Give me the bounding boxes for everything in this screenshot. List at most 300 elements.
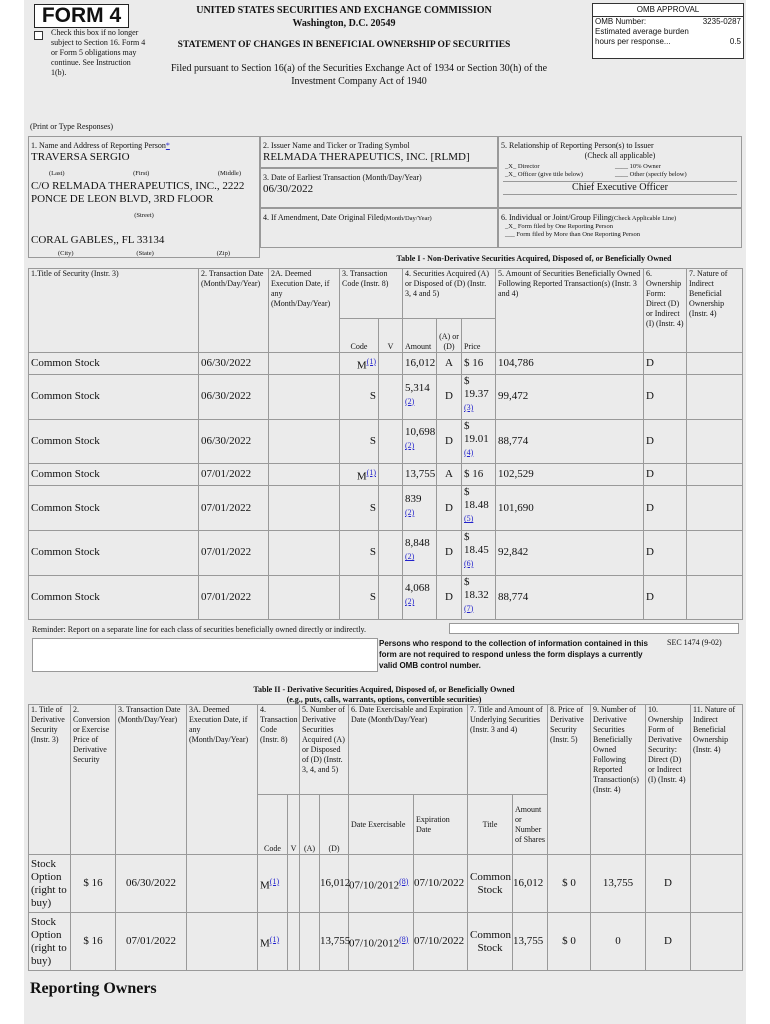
t1-code — [340, 486, 379, 531]
t1-amount-text: 4,068 — [405, 582, 430, 595]
omb-approval-box — [592, 3, 744, 59]
t1-price-text: $ 19.37 — [464, 375, 489, 400]
t1-v — [379, 530, 403, 575]
footnote-link[interactable]: (8) — [399, 934, 409, 944]
t2-h9: 9. Number of Derivative Securities Beneficially Owned Following Reported Transaction(s) (Instr. 4) — [591, 705, 646, 855]
t1-v — [379, 575, 403, 620]
issuer-name: RELMADA THERAPEUTICS, INC. [RLMD] — [263, 151, 470, 163]
t2-exp-head: Expiration Date — [414, 795, 468, 855]
t1-acq-disp — [437, 530, 462, 575]
t1-h2: 2. Transaction Date (Month/Day/Year) — [199, 269, 269, 353]
tenpct-label: 10% Owner — [629, 163, 661, 170]
t1-code — [340, 375, 379, 420]
t2-code-text: M — [260, 937, 270, 950]
t2-underlying-amount — [513, 913, 548, 971]
t2-date-exercisable-text: 07/10/2012 — [349, 937, 400, 950]
table1-row — [29, 575, 743, 620]
form-title: FORM 4 — [34, 4, 129, 28]
officer-title: Chief Executive Officer — [503, 181, 737, 195]
t2-owned-following — [591, 855, 646, 913]
t2-owned-following — [591, 913, 646, 971]
t1-price — [462, 464, 496, 486]
footnote-link[interactable]: (2) — [405, 597, 415, 607]
footnote-link[interactable]: (4) — [464, 447, 474, 457]
t2-transaction-date-text: 06/30/2022 — [125, 877, 177, 889]
t1-ownership-form-text: D — [646, 501, 654, 514]
t1-v — [379, 375, 403, 420]
t1-amount-head: Amount — [403, 319, 437, 353]
t1-security-title-text: Common Stock — [31, 501, 100, 514]
other-label: Other (specify below) — [629, 171, 687, 178]
t2-derivative-price-text: $ 0 — [562, 935, 576, 947]
t1-nature — [687, 530, 743, 575]
t1-security-title — [29, 353, 199, 375]
t1-price-text: $ 18.32 — [464, 575, 489, 601]
t1-security-title-text: Common Stock — [31, 590, 100, 603]
t1-transaction-date — [199, 464, 269, 486]
t1-ownership-form-text: D — [646, 546, 654, 559]
t1-owned-following — [496, 419, 644, 464]
t1-deemed-date — [269, 419, 340, 464]
t2-ownership-form — [646, 855, 691, 913]
t1-owned-following — [496, 464, 644, 486]
t1-transaction-date-text: 06/30/2022 — [201, 434, 252, 447]
t2-h5: 5. Number of Derivative Securities Acquired (A) or Disposed of (D) (Instr. 3, 4, and 5) — [300, 705, 349, 795]
t2-derivative-price-text: $ 0 — [562, 877, 576, 889]
middle-label: (Middle) — [217, 170, 241, 177]
t1-security-title — [29, 375, 199, 420]
t1-acq-disp-text: A — [445, 357, 453, 369]
t1-aord-head: (A) or (D) — [437, 319, 462, 353]
t1-amount — [403, 419, 437, 464]
t2-h7: 7. Title and Amount of Underlying Securities (Instr. 3 and 4) — [468, 705, 548, 795]
t1-deemed-date — [269, 575, 340, 620]
omb-number-label: OMB Number: — [595, 17, 647, 26]
t1-owned-following-text: 99,472 — [498, 390, 529, 403]
t1-security-title-text: Common Stock — [31, 357, 100, 369]
city-state-zip-labels — [28, 250, 260, 258]
t1-ownership-form-text: D — [646, 434, 654, 447]
box6-option2[interactable]: ___ Form filed by More than One Reporting Person — [505, 231, 641, 238]
t1-price — [462, 353, 496, 375]
t2-h2: 2. Conversion or Exercise Price of Derivative Security — [71, 705, 116, 855]
t1-transaction-date — [199, 419, 269, 464]
t2-nature — [691, 855, 743, 913]
box5-label: 5. Relationship of Reporting Person(s) to Issuer — [501, 141, 654, 150]
reporting-person-name: TRAVERSA SERGIO — [31, 151, 130, 163]
t1-code-text: S — [369, 501, 376, 514]
agency-heading — [179, 4, 509, 30]
city-label: (City) — [58, 250, 74, 257]
t2-v — [288, 913, 300, 971]
footnote-link[interactable]: (2) — [405, 552, 415, 562]
t1-owned-following — [496, 375, 644, 420]
table2-title — [174, 685, 594, 705]
t1-price-text: $ 19.01 — [464, 419, 489, 445]
t1-amount — [403, 575, 437, 620]
t1-v — [379, 353, 403, 375]
t2-a-head: (A) — [300, 795, 320, 855]
reporting-address: C/O RELMADA THERAPEUTICS, INC., 2222 PONCE DE LEON BLVD, 3RD FLOOR — [31, 180, 245, 205]
t2-disposed-text: 16,012 — [320, 877, 351, 889]
t1-v — [379, 419, 403, 464]
t1-transaction-date — [199, 353, 269, 375]
t1-owned-following-text: 101,690 — [498, 501, 534, 514]
burden-label: Estimated average burden hours per response... — [595, 27, 689, 46]
t1-amount-text: 839 — [405, 492, 422, 505]
t2-underlying-title — [468, 855, 513, 913]
street-label: (Street) — [134, 212, 154, 219]
t1-security-title — [29, 486, 199, 531]
t2-h3: 3. Transaction Date (Month/Day/Year) — [116, 705, 187, 855]
t2-h1: 1. Title of Derivative Security (Instr. 3) — [29, 705, 71, 855]
persons-notice: Persons who respond to the collection of information contained in this form are not required to respond unless the form displays a currently valid OMB control number. — [379, 639, 648, 670]
state-label: (State) — [136, 250, 154, 257]
t2-date-ex-head: Date Exercisable — [349, 795, 414, 855]
t1-owned-following-text: 102,529 — [498, 468, 534, 481]
t2-h11: 11. Nature of Indirect Beneficial Ownership (Instr. 4) — [691, 705, 743, 855]
t1-price-head: Price — [462, 319, 496, 353]
t1-acq-disp-text: A — [445, 468, 453, 481]
footnote-link[interactable]: (6) — [464, 558, 474, 568]
t1-acq-disp — [437, 575, 462, 620]
t1-code — [340, 353, 379, 375]
t1-amount-text: 16,012 — [405, 357, 436, 369]
table1-row — [29, 375, 743, 420]
t1-ownership-form — [644, 464, 687, 486]
footnote-link[interactable]: (2) — [405, 441, 415, 451]
t1-code — [340, 419, 379, 464]
t1-price — [462, 575, 496, 620]
t2-d-head: (D) — [320, 795, 349, 855]
t1-deemed-date — [269, 464, 340, 486]
t1-code — [340, 464, 379, 486]
agency-line1: UNITED STATES SECURITIES AND EXCHANGE COMMISSION — [196, 5, 492, 16]
t1-h6: 6. Ownership Form: Direct (D) or Indirect (I) (Instr. 4) — [644, 269, 687, 353]
t1-owned-following — [496, 575, 644, 620]
print-note: (Print or Type Responses) — [30, 122, 114, 131]
t2-code-text: M — [260, 879, 270, 892]
t2-h6: 6. Date Exercisable and Expiration Date (Month/Day/Year) — [349, 705, 468, 795]
box2-issuer — [260, 136, 498, 168]
box4-sub: (Month/Day/Year) — [383, 215, 432, 222]
table1-row — [29, 464, 743, 486]
t1-deemed-date — [269, 353, 340, 375]
table1-row — [29, 353, 743, 375]
t1-ownership-form — [644, 419, 687, 464]
agency-line2: Washington, D.C. 20549 — [292, 18, 396, 29]
t1-code-text: S — [369, 546, 376, 559]
t1-transaction-date — [199, 575, 269, 620]
t2-disposed — [320, 913, 349, 971]
t2-h8: 8. Price of Derivative Security (Instr. 5) — [548, 705, 591, 855]
footnote-link[interactable]: (5) — [464, 514, 474, 524]
t1-acq-disp-text: D — [445, 390, 453, 403]
footnote-link[interactable]: (2) — [405, 507, 415, 517]
t1-ownership-form-text: D — [646, 590, 654, 603]
t1-security-title-text: Common Stock — [31, 546, 100, 559]
last-label: (Last) — [49, 170, 65, 177]
t1-h5: 5. Amount of Securities Beneficially Owned Following Reported Transaction(s) (Instr. 3 and 4) — [496, 269, 644, 353]
t1-code-text: S — [369, 590, 376, 603]
t1-amount — [403, 353, 437, 375]
t1-security-title-text: Common Stock — [31, 434, 100, 447]
t1-amount-text: 5,314 — [405, 381, 430, 394]
t2-ownership-form-text: D — [664, 877, 672, 889]
t2-exercise-price-text: $ 16 — [83, 877, 103, 889]
t2-owned-following-text: 0 — [615, 935, 621, 947]
t1-code — [340, 575, 379, 620]
sec-form-number: SEC 1474 (9-02) — [667, 638, 722, 647]
officer-mark[interactable]: _X_ — [505, 171, 517, 178]
first-label: (First) — [133, 170, 150, 177]
t1-amount — [403, 375, 437, 420]
form-page — [24, 0, 746, 1024]
t1-h7: 7. Nature of Indirect Beneficial Ownership (Instr. 4) — [687, 269, 743, 353]
earliest-transaction-date: 06/30/2022 — [263, 183, 314, 195]
t1-acq-disp — [437, 419, 462, 464]
t2-nature — [691, 913, 743, 971]
table1 — [28, 268, 743, 620]
t1-nature — [687, 464, 743, 486]
t1-deemed-date — [269, 530, 340, 575]
box1-star: * — [165, 141, 170, 150]
footnote-link[interactable]: (1) — [366, 356, 376, 366]
t1-acq-disp — [437, 486, 462, 531]
t1-ownership-form — [644, 353, 687, 375]
t1-security-title — [29, 530, 199, 575]
t2-underlying-title-text: Common Stock — [470, 870, 511, 896]
t1-acq-disp-text: D — [445, 546, 453, 559]
t1-nature — [687, 375, 743, 420]
footnote-link[interactable]: (1) — [366, 467, 376, 477]
t1-v — [379, 486, 403, 531]
t1-v-head: V — [379, 319, 403, 353]
omb-title: OMB APPROVAL — [593, 4, 743, 17]
reminder-text: Reminder: Report on a separate line for each class of securities beneficially owned directly or indirectly. — [32, 625, 367, 634]
t1-owned-following — [496, 530, 644, 575]
t1-owned-following — [496, 353, 644, 375]
t1-transaction-date-text: 07/01/2022 — [201, 590, 252, 603]
t1-ownership-form — [644, 575, 687, 620]
no-longer-subject-checkbox[interactable] — [34, 31, 43, 40]
reporting-owners-heading: Reporting Owners — [30, 980, 157, 997]
t1-code-text: M — [356, 470, 367, 483]
t1-transaction-date-text: 07/01/2022 — [201, 468, 252, 481]
t2-date-exercisable — [349, 913, 414, 971]
t2-date-exercisable-text: 07/10/2012 — [349, 879, 400, 892]
t2-underlying-amount-text: 13,755 — [513, 935, 544, 947]
box5-sub: (Check all applicable) — [584, 151, 656, 160]
t2-code — [258, 855, 288, 913]
t1-transaction-date-text: 06/30/2022 — [201, 390, 252, 403]
box1-label: 1. Name and Address of Reporting Person — [31, 141, 166, 150]
t1-ownership-form — [644, 486, 687, 531]
t1-code-text: M — [356, 359, 367, 372]
check-box-text: Check this box if no longer subject to Section 16. Form 4 or Form 5 obligations may continue. See Instruction 1(b). — [51, 28, 146, 77]
box5-relationship — [498, 136, 742, 208]
t2-exercise-price — [71, 913, 116, 971]
footnote-link[interactable]: (7) — [464, 603, 474, 613]
t1-owned-following-text: 104,786 — [498, 357, 534, 369]
box6-label: 6. Individual or Joint/Group Filing — [501, 213, 612, 222]
t1-price — [462, 375, 496, 420]
table2-row — [29, 855, 743, 913]
officer-label: Officer (give title below) — [517, 171, 583, 178]
box3-label: 3. Date of Earliest Transaction (Month/Day/Year) — [263, 173, 422, 182]
t2-v-head: V — [288, 795, 300, 855]
t2-date-exercisable — [349, 855, 414, 913]
box6-option1[interactable]: _X_ Form filed by One Reporting Person — [505, 223, 613, 230]
t2-expiration-date-text: 07/10/2022 — [414, 877, 465, 889]
table2-title-line1: Table II - Derivative Securities Acquired, Disposed of, or Beneficially Owned — [253, 685, 515, 694]
table2-body — [29, 855, 743, 971]
t1-acq-disp-text: D — [445, 590, 453, 603]
t1-h2a: 2A. Deemed Execution Date, if any (Month/Day/Year) — [269, 269, 340, 353]
t2-exercise-price — [71, 855, 116, 913]
t1-acq-disp-text: D — [445, 501, 453, 514]
t1-transaction-date — [199, 375, 269, 420]
t1-price-text: $ 18.48 — [464, 486, 489, 512]
t1-ownership-form-text: D — [646, 357, 654, 369]
t1-transaction-date — [199, 530, 269, 575]
tenpct-mark[interactable]: ____ — [615, 163, 628, 170]
t2-transaction-date-text: 07/01/2022 — [125, 935, 177, 947]
t2-ownership-form-text: D — [664, 935, 672, 947]
t2-deemed-date — [187, 913, 258, 971]
table2-row — [29, 913, 743, 971]
t2-derivative-price — [548, 913, 591, 971]
t1-amount-text: 13,755 — [405, 468, 436, 481]
t1-transaction-date — [199, 486, 269, 531]
t1-h1: 1.Title of Security (Instr. 3) — [29, 269, 199, 353]
footnote-link[interactable]: (1) — [269, 876, 280, 886]
t1-amount-text: 10,698 — [405, 426, 436, 439]
t1-acq-disp — [437, 353, 462, 375]
filed-pursuant-text: Filed pursuant to Section 16(a) of the Securities Exchange Act of 1934 or Section 30(h) of the Investment Company Act of 1940 — [170, 63, 548, 87]
t2-h10: 10. Ownership Form of Derivative Security: Direct (D) or Indirect (I) (Instr. 4) — [646, 705, 691, 855]
t2-transaction-date — [116, 855, 187, 913]
footnote-link[interactable]: (2) — [405, 396, 415, 406]
table2-title-line2: (e.g., puts, calls, warrants, options, convertible securities) — [286, 695, 482, 704]
t1-code-text: S — [369, 434, 376, 447]
box1-reporting-person — [28, 136, 260, 258]
table1-row — [29, 486, 743, 531]
table1-body — [29, 353, 743, 620]
t1-amount — [403, 486, 437, 531]
t2-disposed-text: 13,755 — [320, 935, 351, 947]
t1-security-title — [29, 464, 199, 486]
t2-expiration-date — [414, 855, 468, 913]
t1-amount — [403, 464, 437, 486]
t2-derivative-title — [29, 913, 71, 971]
t1-code — [340, 530, 379, 575]
t2-ownership-form — [646, 913, 691, 971]
t1-transaction-date-text: 07/01/2022 — [201, 501, 252, 514]
t1-owned-following — [496, 486, 644, 531]
t2-h4: 4. Transaction Code (Instr. 8) — [258, 705, 300, 795]
footnote-link[interactable]: (3) — [464, 403, 474, 412]
t2-expiration-date — [414, 913, 468, 971]
t1-ownership-form-text: D — [646, 468, 654, 481]
footnote-link[interactable]: (1) — [269, 934, 280, 944]
t1-acq-disp-text: D — [445, 434, 453, 447]
t2-underlying-amount-text: 16,012 — [513, 877, 544, 889]
t2-deemed-date — [187, 855, 258, 913]
t2-expiration-date-text: 07/10/2022 — [414, 935, 465, 947]
other-mark[interactable]: ____ — [615, 171, 628, 178]
t1-price-text: $ 18.45 — [464, 530, 489, 556]
t2-amount-head: Amount or Number of Shares — [513, 795, 548, 855]
box6-filing — [498, 208, 742, 248]
t1-ownership-form — [644, 530, 687, 575]
t2-title-head: Title — [468, 795, 513, 855]
t2-derivative-title — [29, 855, 71, 913]
t2-exercise-price-text: $ 16 — [83, 935, 103, 947]
t2-disposed — [320, 855, 349, 913]
t1-security-title-text: Common Stock — [31, 468, 100, 481]
t1-nature — [687, 353, 743, 375]
t1-acq-disp — [437, 464, 462, 486]
t2-acquired — [300, 913, 320, 971]
table2 — [28, 704, 743, 971]
t1-acq-disp — [437, 375, 462, 420]
box3-earliest-date — [260, 168, 498, 208]
t2-acquired — [300, 855, 320, 913]
box4-label: 4. If Amendment, Date Original Filed — [263, 213, 384, 222]
t2-underlying-title-text: Common Stock — [470, 928, 511, 954]
t1-security-title-text: Common Stock — [31, 390, 100, 403]
reminder-left-box — [32, 638, 378, 672]
t1-code-text: S — [369, 390, 376, 403]
t2-derivative-title-text: Stock Option (right to buy) — [31, 915, 67, 967]
t1-nature — [687, 419, 743, 464]
t1-amount — [403, 530, 437, 575]
box4-amendment — [260, 208, 498, 248]
t1-security-title — [29, 419, 199, 464]
t2-owned-following-text: 13,755 — [602, 877, 634, 889]
t1-ownership-form — [644, 375, 687, 420]
director-mark[interactable]: _X_ — [505, 163, 517, 170]
t1-price-text: $ 16 — [464, 357, 484, 369]
t1-code-head: Code — [340, 319, 379, 353]
t1-h4: 4. Securities Acquired (A) or Disposed of (D) (Instr. 3, 4 and 5) — [403, 269, 496, 319]
t1-price — [462, 486, 496, 531]
t2-code — [258, 913, 288, 971]
table1-row — [29, 530, 743, 575]
t2-derivative-title-text: Stock Option (right to buy) — [31, 857, 67, 909]
box6-sub: (Check Applicable Line) — [611, 215, 677, 222]
t1-price-text: $ 16 — [464, 468, 484, 481]
table1-row — [29, 419, 743, 464]
t1-owned-following-text: 88,774 — [498, 590, 529, 603]
t1-price — [462, 419, 496, 464]
box2-label: 2. Issuer Name and Ticker or Trading Symbol — [263, 141, 410, 150]
reminder-blank-box — [449, 623, 739, 634]
t2-underlying-title — [468, 913, 513, 971]
t1-ownership-form-text: D — [646, 390, 654, 403]
city-state-zip: CORAL GABLES,, FL 33134 — [31, 234, 165, 246]
t2-derivative-price — [548, 855, 591, 913]
t1-h3: 3. Transaction Code (Instr. 8) — [340, 269, 403, 319]
t1-owned-following-text: 88,774 — [498, 434, 529, 447]
footnote-link[interactable]: (8) — [399, 876, 409, 886]
t1-amount-text: 8,848 — [405, 537, 430, 550]
t1-deemed-date — [269, 375, 340, 420]
omb-number: 3235-0287 — [702, 17, 741, 26]
t1-price — [462, 530, 496, 575]
t2-code-head: Code — [258, 795, 288, 855]
